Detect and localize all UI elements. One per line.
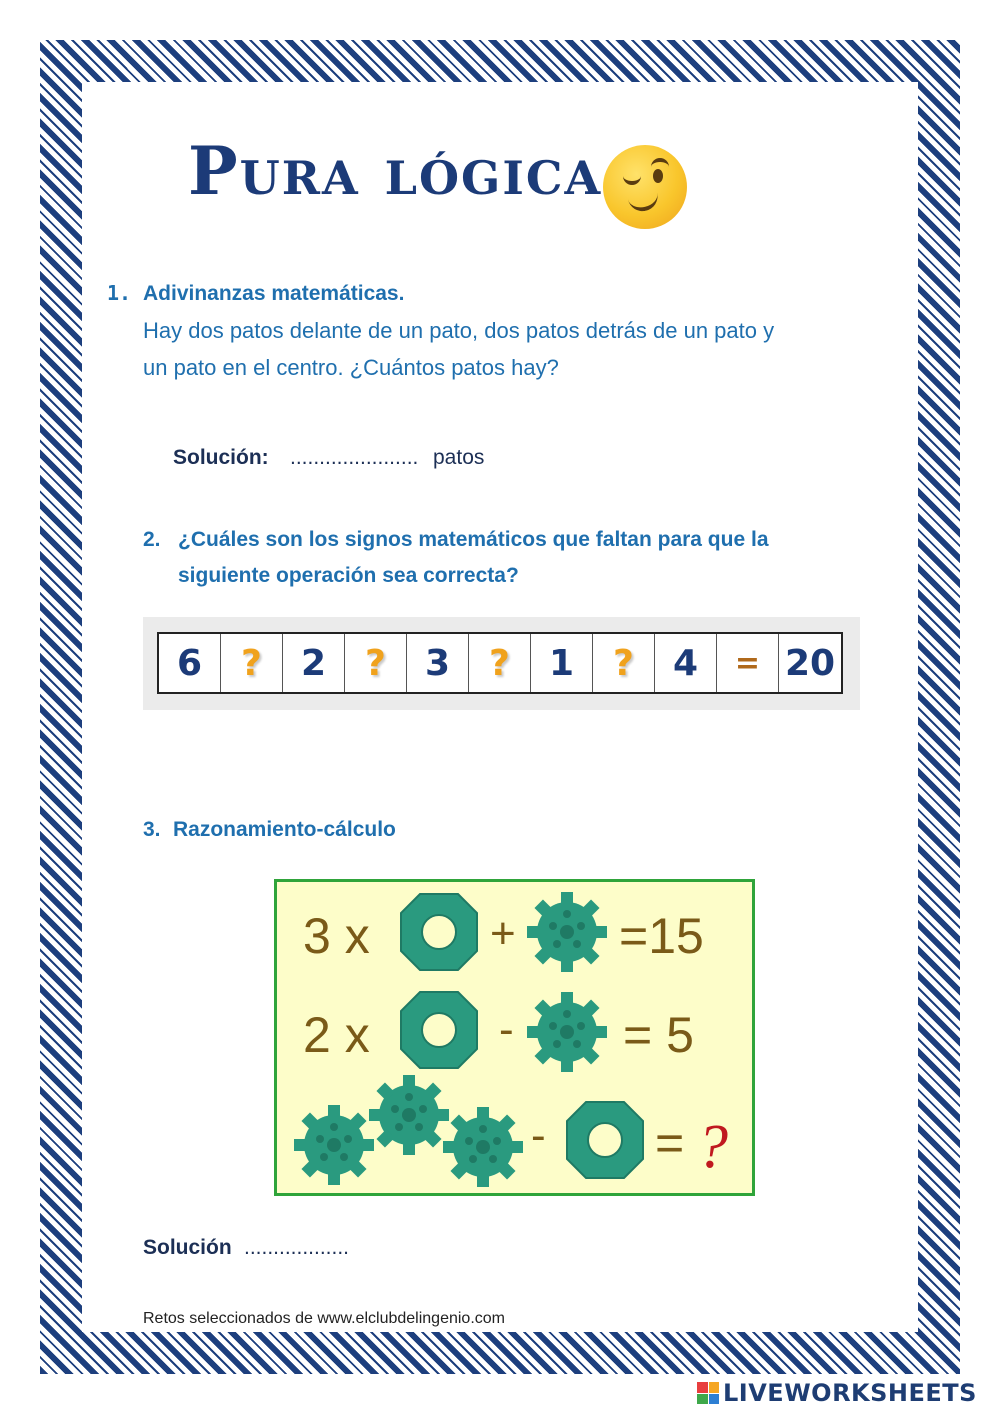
operand-cell: 2 bbox=[283, 634, 345, 692]
liveworksheets-brand bbox=[697, 1378, 977, 1408]
row2-lead: 2 x bbox=[303, 1007, 370, 1063]
q1-solution-unit: patos bbox=[433, 446, 485, 469]
row1-result: =15 bbox=[619, 908, 704, 964]
gear-icon bbox=[527, 992, 607, 1072]
row2-operator: - bbox=[499, 1005, 514, 1054]
gear-icon bbox=[294, 1105, 374, 1185]
row3-equals: = bbox=[655, 1115, 685, 1171]
row1-lead: 3 x bbox=[303, 908, 370, 964]
hex-nut-icon bbox=[401, 992, 477, 1068]
puzzle-panel bbox=[274, 879, 755, 1196]
operand-cell: 6 bbox=[159, 634, 221, 692]
liveworksheets-logo-icon bbox=[697, 1382, 719, 1404]
result-cell: 20 bbox=[784, 642, 836, 684]
missing-sign-cell[interactable]: ? bbox=[345, 634, 407, 692]
q3-solution-label: Solución bbox=[143, 1236, 232, 1259]
missing-sign-cell[interactable]: ? bbox=[593, 634, 655, 692]
q1-text-line1: Hay dos patos delante de un pato, dos patos detrás de un pato y bbox=[143, 318, 775, 343]
q1-text-line2: un pato en el centro. ¿Cuántos patos hay? bbox=[143, 355, 559, 380]
q3-heading: Razonamiento-cálculo bbox=[173, 818, 396, 841]
row3-operator: - bbox=[531, 1111, 546, 1160]
footer-credit: Retos seleccionados de www.elclubdelingenio.com bbox=[143, 1310, 505, 1327]
q2-text-line1: ¿Cuáles son los signos matemáticos que faltan para que la bbox=[178, 528, 769, 551]
missing-sign-cell[interactable]: ? bbox=[221, 634, 283, 692]
winking-face-icon bbox=[603, 145, 687, 229]
q3-solution-input[interactable]: .................. bbox=[244, 1236, 350, 1259]
equals-cell: = bbox=[717, 634, 779, 692]
row2-result: = 5 bbox=[623, 1007, 694, 1063]
gear-icon bbox=[369, 1075, 449, 1155]
page-title: Pura lógica bbox=[188, 132, 603, 210]
q1-number: 1. bbox=[107, 281, 132, 305]
gear-icon bbox=[443, 1107, 523, 1187]
missing-sign-cell[interactable]: ? bbox=[469, 634, 531, 692]
q1-solution-label: Solución: bbox=[173, 446, 269, 469]
q1-solution-input[interactable]: ...................... bbox=[290, 446, 419, 469]
row1-operator: + bbox=[490, 909, 516, 958]
brand-name: LIVEWORKSHEETS bbox=[723, 1379, 977, 1407]
q2-text-line2: siguiente operación sea correcta? bbox=[178, 564, 519, 587]
hex-nut-icon bbox=[567, 1102, 643, 1178]
row3-question-mark: ? bbox=[697, 1113, 728, 1181]
q2-number: 2. bbox=[143, 528, 161, 551]
operand-cell: 3 bbox=[407, 634, 469, 692]
hex-nut-icon bbox=[401, 894, 477, 970]
q3-number: 3. bbox=[143, 818, 161, 841]
operation-row bbox=[157, 632, 843, 694]
operand-cell: 1 bbox=[531, 634, 593, 692]
gear-icon bbox=[527, 892, 607, 972]
puzzle-drawing bbox=[277, 882, 752, 1193]
q1-heading: Adivinanzas matemáticas. bbox=[143, 282, 405, 305]
operand-cell: 4 bbox=[655, 634, 717, 692]
